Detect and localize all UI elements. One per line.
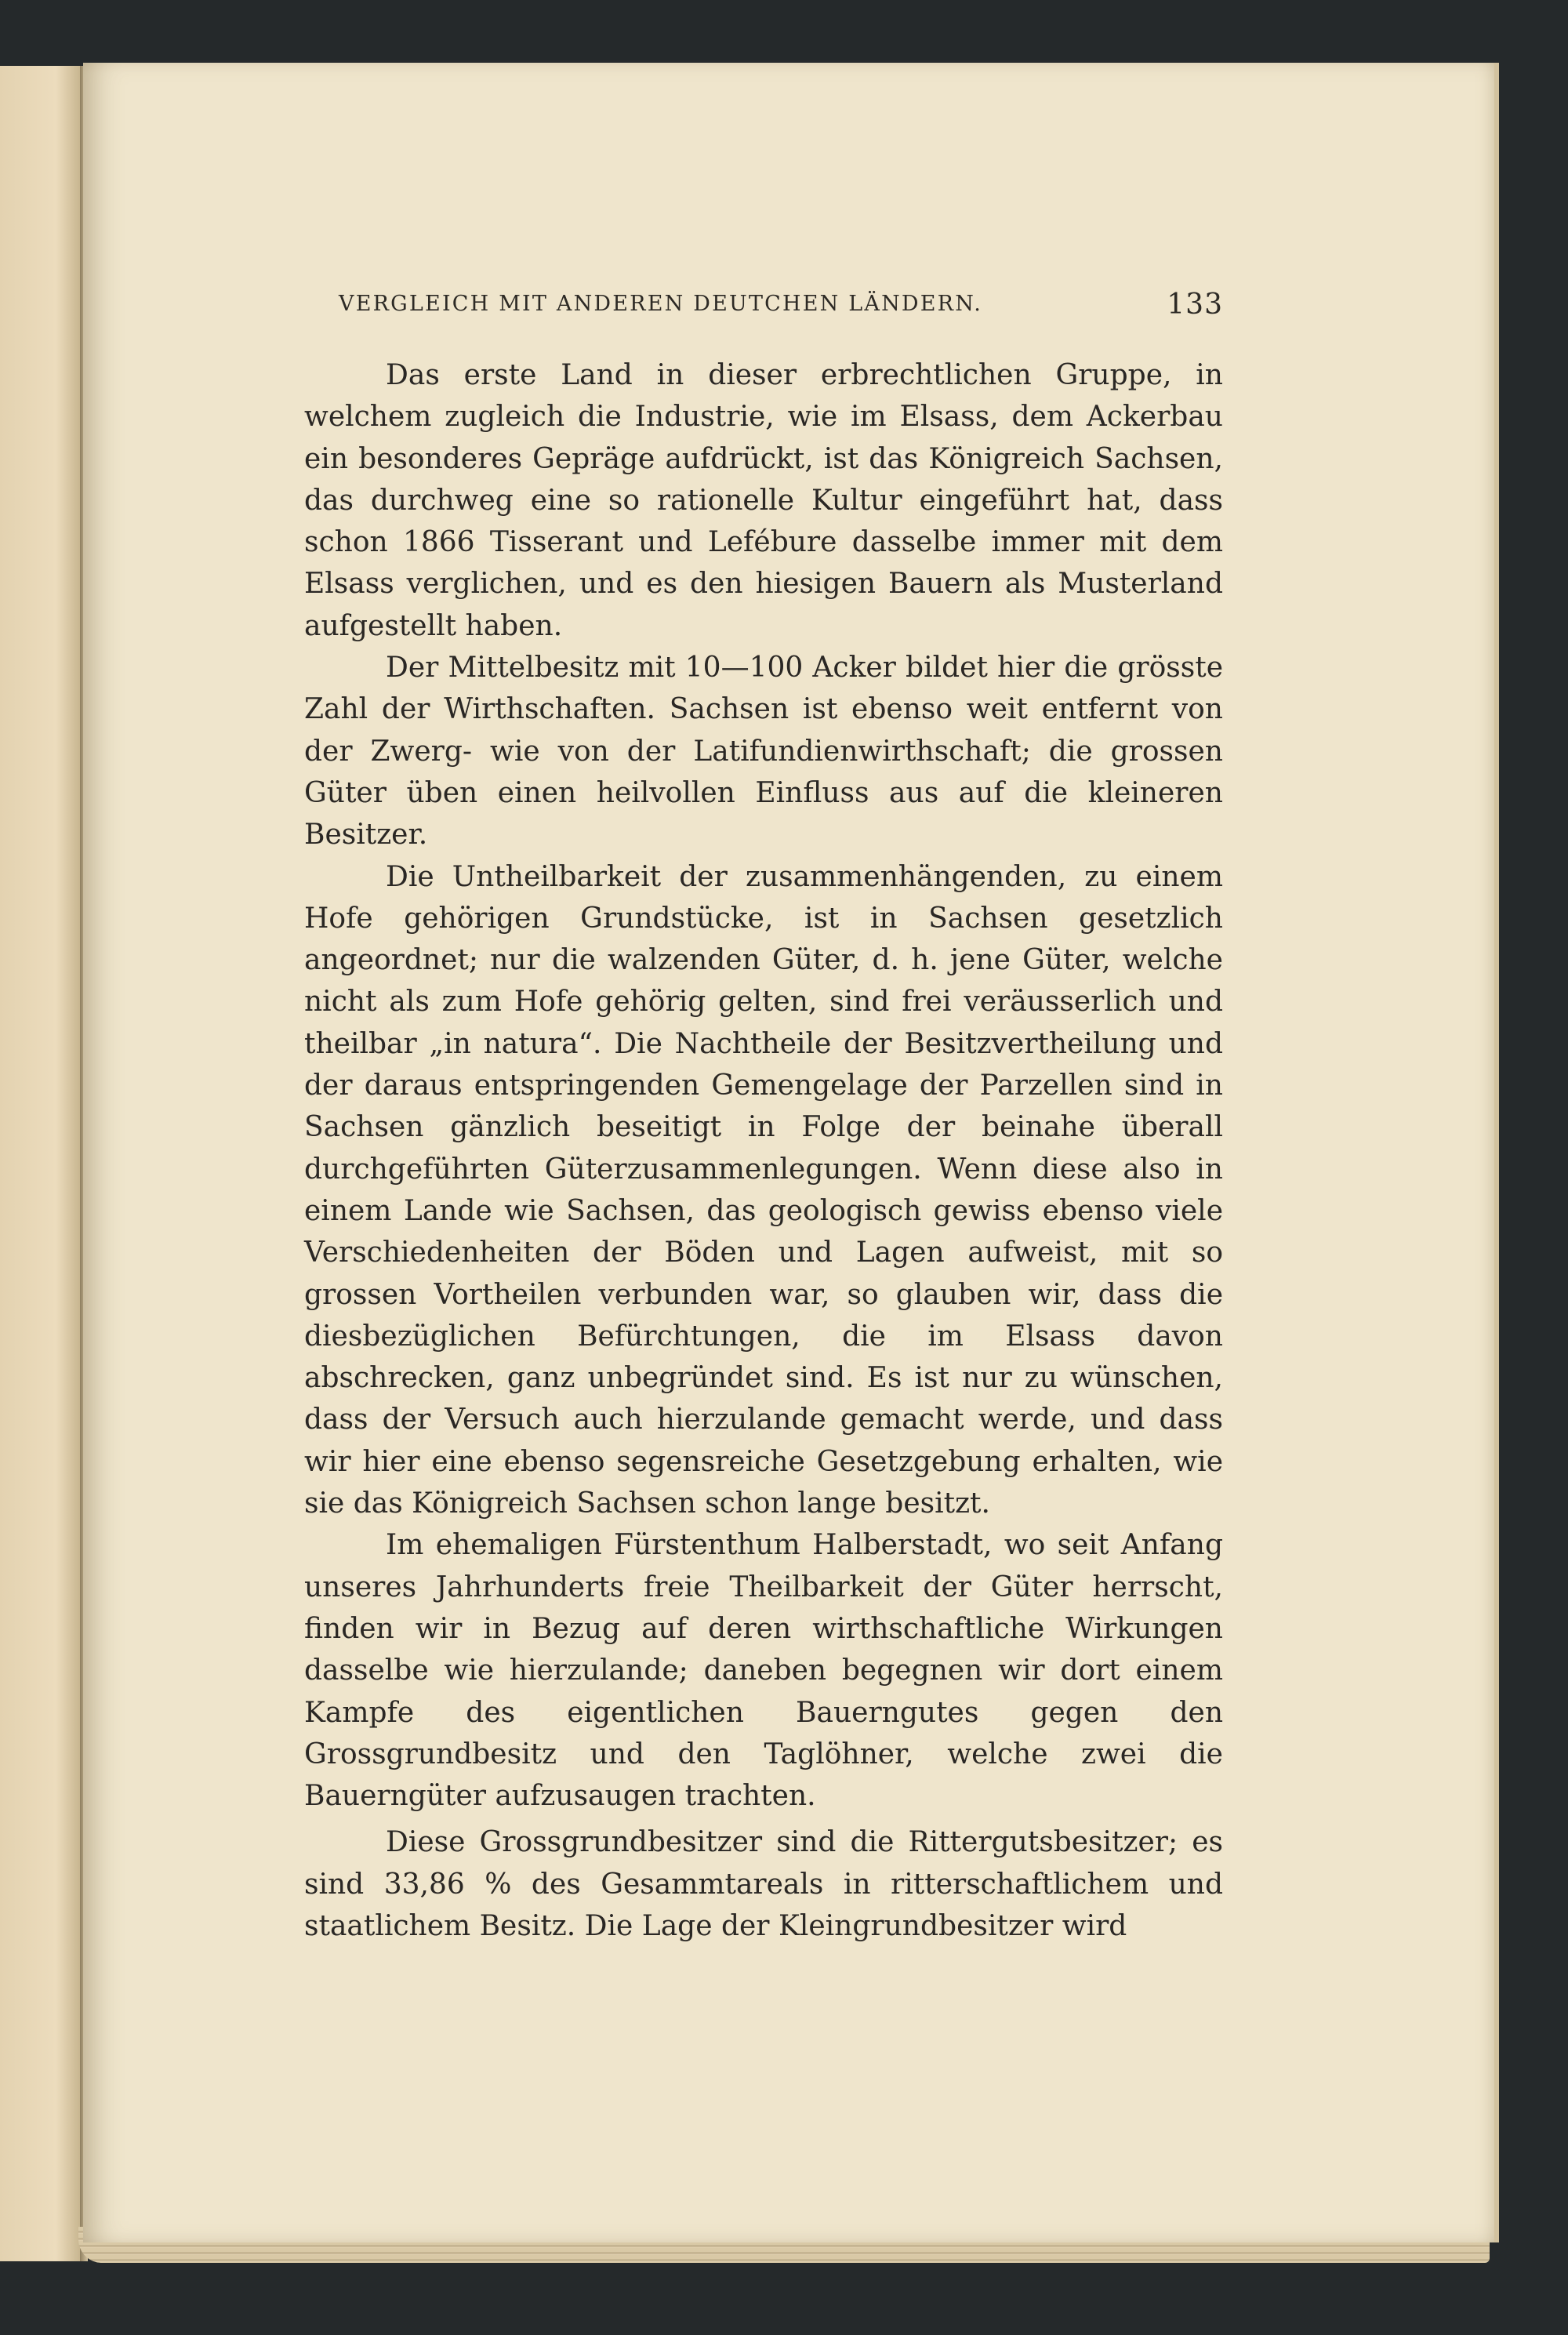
paragraph: Der Mittelbesitz mit 10—100 Acker bildet hier die grösste Zahl der Wirthschaften. Sachsen ist ebenso weit entfernt von der Zwerg- wie von der Latifundienwirthschaft; die grossen Güter üben einen heilvollen Einfluss aus auf die kleineren Besitzer. xyxy=(304,652,1223,852)
paragraph: Diese Grossgrundbesitzer sind die Rittergutsbesitzer; es sind 33,86 % des Gesammtareals in ritterschaftlichem und staatlichem Besitz. Die Lage der Kleingrundbesitzer wird xyxy=(304,1826,1223,1942)
body-text xyxy=(304,354,1223,1947)
paragraph: Das erste Land in dieser erbrechtlichen Gruppe, in welchem zugleich die Industrie, wie im Elsass, dem Ackerbau ein besonderes Gepräge aufdrückt, ist das Königreich Sachsen, das durchweg eine so rationelle Kultur eingeführt hat, dass schon 1866 Tisserant und Lefébure dasselbe immer mit dem Elsass verglichen, und es den hiesigen Bauern als Musterland aufgestellt haben. xyxy=(304,359,1223,642)
page-number: 133 xyxy=(1167,289,1223,321)
running-title: VERGLEICH MIT ANDEREN DEUTCHEN LÄNDERN. xyxy=(339,292,983,316)
paragraph: Im ehemaligen Fürstenthum Halberstadt, wo seit Anfang unseres Jahrhunderts freie Theilbarkeit der Güter herrscht, finden wir in Bezug auf deren wirthschaftliche Wirkungen dasselbe wie hierzulande; daneben begegnen wir dort einem Kampfe des eigentlichen Bauerngutes gegen den Grossgrundbesitz und den Taglöhner, welche zwei die Bauerngüter aufzusaugen trachten. xyxy=(304,1529,1223,1813)
left-page-edge xyxy=(0,66,82,2261)
paragraph: Die Untheilbarkeit der zusammenhängenden, zu einem Hofe gehörigen Grundstücke, ist in Sachsen gesetzlich angeordnet; nur die walzenden Güter, d. h. jene Güter, welche nicht als zum Hofe gehörig gelten, sind frei veräusserlich und theilbar „in natura“. Die Nachtheile der Besitzvertheilung und der daraus entspringenden Gemengelage der Parzellen sind in Sachsen gänzlich beseitigt in Folge der beinahe überall durchgeführten Güterzusammenlegungen. Wenn diese also in einem Lande wie Sachsen, das geologisch gewiss ebenso viele Verschiedenheiten der Böden und Lagen aufweist, mit so grossen Vortheilen verbunden war, so glauben wir, dass die diesbezüglichen Befürchtungen, die im Elsass davon abschrecken, ganz unbegründet sind. Es ist nur zu wünschen, dass der Versuch auch hierzulande gemacht werde, und dass wir hier eine ebenso segensreiche Gesetzgebung erhalten, wie sie das Königreich Sachsen schon lange besitzt. xyxy=(304,860,1223,1520)
page-header xyxy=(339,289,1223,320)
